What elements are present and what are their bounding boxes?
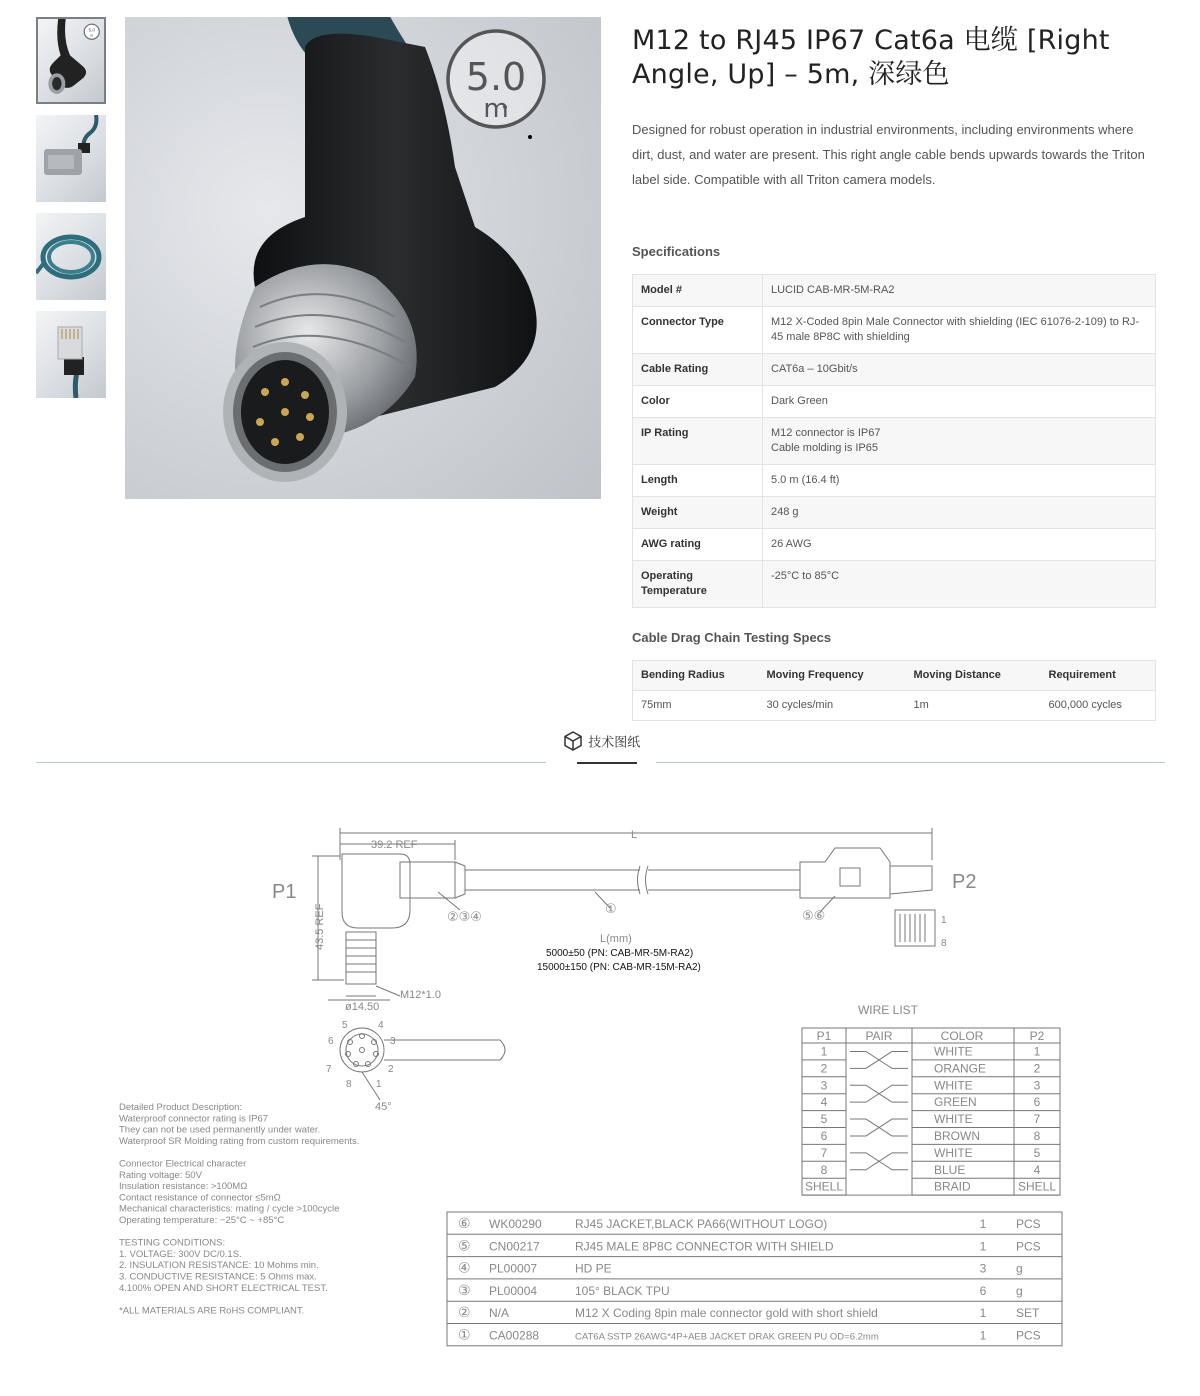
bom-quantity: 6 <box>979 1283 987 1298</box>
bom-description: HD PE <box>575 1261 612 1276</box>
wire-list-color: WHITE <box>934 1078 973 1093</box>
specifications-heading: Specifications <box>632 244 721 259</box>
bom-code: CA00288 <box>489 1328 540 1343</box>
drag-cell: 1m <box>906 691 1041 721</box>
thumbnail-cable-coil[interactable] <box>36 213 106 300</box>
spec-key: AWG rating <box>633 529 763 561</box>
drawing-note-line: Detailed Product Description: <box>119 1102 243 1113</box>
wire-pair-cross <box>850 1119 908 1136</box>
badge-value: 5.0 <box>465 55 527 99</box>
bom-number: ④ <box>458 1259 471 1276</box>
drawing-p1-label: P1 <box>272 881 297 903</box>
badge-unit: m <box>483 94 509 124</box>
bom-quantity: 3 <box>979 1261 987 1276</box>
wire-list-p2: SHELL <box>1017 1179 1057 1194</box>
bom-unit: g <box>1016 1261 1023 1276</box>
wire-list-color: GREEN <box>934 1095 977 1110</box>
drawing-callout-a: ②③④ <box>447 909 482 924</box>
bom-unit: PCS <box>1016 1217 1041 1231</box>
bom-unit: SET <box>1016 1306 1040 1321</box>
spec-key: Color <box>633 386 763 418</box>
wire-list-p2: 1 <box>1033 1044 1041 1059</box>
drawing-note-line: Rating voltage: 50V <box>119 1169 202 1181</box>
wire-list-color: BLUE <box>934 1162 966 1177</box>
spec-row <box>633 465 1156 497</box>
face-pin-label: 5 <box>342 1020 348 1031</box>
drag-cell: 600,000 cycles <box>1041 691 1156 721</box>
drag-col-moving-frequency: Moving Frequency <box>759 661 906 691</box>
bom-quantity: 1 <box>979 1239 987 1254</box>
drawing-angle: 45° <box>375 1101 392 1113</box>
spec-value: 26 AWG <box>763 529 1156 561</box>
rj-pin-label: 8 <box>941 938 947 949</box>
wire-list-p1: 7 <box>820 1145 828 1160</box>
drawing-note-line: TESTING CONDITIONS: <box>119 1237 226 1249</box>
spec-row <box>633 307 1156 354</box>
main-product-image <box>125 17 601 499</box>
drag-col-moving-distance: Moving Distance <box>906 661 1041 691</box>
bom-code: N/A <box>489 1306 510 1321</box>
spec-value: M12 X-Coded 8pin Male Connector with shielding (IEC 61076-2-109) to RJ-45 male 8P8C with shielding <box>763 307 1156 354</box>
bom-code: PL00007 <box>489 1261 538 1276</box>
bom-unit: PCS <box>1016 1239 1041 1254</box>
bom-unit: PCS <box>1016 1328 1041 1343</box>
drag-cell: 30 cycles/min <box>759 691 906 721</box>
rj-pin-label: 1 <box>941 915 947 926</box>
wire-list-p2: 7 <box>1033 1112 1041 1127</box>
wire-list-p1: 8 <box>820 1162 828 1177</box>
wire-list-color: BRAID <box>934 1179 971 1194</box>
spec-row <box>633 497 1156 529</box>
bom-description: M12 X Coding 8pin male connector gold with short shield <box>575 1306 878 1321</box>
spec-key: Model # <box>633 275 763 307</box>
tab-tech-drawing[interactable] <box>548 730 654 764</box>
drawing-note-line: Mechanical characteristics: mating / cycle >100cycle <box>119 1203 340 1215</box>
divider-line <box>36 762 546 763</box>
wire-list-header: P1 <box>816 1029 832 1043</box>
spec-value: 248 g <box>763 497 1156 529</box>
wire-list-color: BROWN <box>934 1129 980 1143</box>
drawing-dim-height: 43.5 REF <box>314 903 326 950</box>
bom-description: CAT6A SSTP 26AWG*4P+AEB JACKET DRAK GREEN PU OD=6.2mm <box>575 1331 879 1343</box>
wire-list-p1: SHELL <box>804 1179 844 1194</box>
spec-key: Operating Temperature <box>633 561 763 608</box>
drawing-thread-label: M12*1.0 <box>400 989 441 1001</box>
spec-value: CAT6a – 10Gbit/s <box>763 354 1156 386</box>
wire-list-p2: 5 <box>1033 1145 1041 1160</box>
wire-list-p1: 1 <box>820 1044 828 1059</box>
spec-value: M12 connector is IP67 Cable molding is IP65 <box>763 418 1156 465</box>
bom-number: ⑥ <box>458 1215 471 1231</box>
tech-drawing-divider <box>36 730 1165 770</box>
drawing-note-line: Waterproof connector rating is IP67 <box>119 1113 269 1125</box>
spec-value: 5.0 m (16.4 ft) <box>763 465 1156 497</box>
drawing-dim-l: L <box>631 829 638 841</box>
spec-key: Connector Type <box>633 307 763 354</box>
spec-row <box>633 529 1156 561</box>
bom-quantity: 1 <box>979 1306 987 1321</box>
spec-key: Weight <box>633 497 763 529</box>
drawing-note-line: They can not be used permanently under water. <box>119 1124 321 1136</box>
bom-number: ① <box>458 1326 471 1343</box>
face-pin-label: 6 <box>328 1036 334 1047</box>
wire-list-p2: 6 <box>1033 1095 1041 1110</box>
wire-list-p1: 2 <box>820 1061 828 1076</box>
drawing-length-line: 5000±50 (PN: CAB-MR-5M-RA2) <box>546 948 694 959</box>
wire-list-color: ORANGE <box>934 1061 987 1076</box>
wire-list-header: PAIR <box>865 1029 893 1043</box>
drag-chain-table <box>632 660 1156 721</box>
wire-list-p2: 3 <box>1033 1078 1041 1093</box>
bom-unit: g <box>1016 1283 1023 1298</box>
face-pin-label: 8 <box>346 1079 352 1090</box>
drawing-dim-diameter: ø14.50 <box>345 1001 380 1013</box>
spec-row <box>633 386 1156 418</box>
bom-number: ⑤ <box>458 1237 471 1254</box>
spec-row <box>633 354 1156 386</box>
drawing-note-line: 4.100% OPEN AND SHORT ELECTRICAL TEST. <box>119 1282 328 1294</box>
drag-col-requirement: Requirement <box>1041 661 1156 691</box>
wire-list-header: COLOR <box>940 1029 984 1043</box>
drag-col-bending-radius: Bending Radius <box>633 661 759 691</box>
bom-number: ③ <box>458 1281 471 1298</box>
product-info <box>632 24 1156 721</box>
technical-drawing <box>100 800 1100 1360</box>
product-description: Designed for robust operation in industrial environments, including environments where dirt, dust, and water are present. This right angle cable bends upwards towards the Triton label side. Compatible with all Triton camera models. <box>632 122 1145 187</box>
wire-pair-cross <box>850 1085 908 1102</box>
drawing-note-line: Waterproof SR Molding rating from custom requirements. <box>119 1135 360 1147</box>
drawing-callout-c: ① <box>605 901 617 916</box>
drag-cell: 75mm <box>633 691 759 721</box>
spec-row <box>633 275 1156 307</box>
drawing-note-line: 3. CONDUCTIVE RESISTANCE: 5 Ohms max. <box>119 1271 317 1283</box>
specifications-table <box>632 274 1156 608</box>
wire-list-color: WHITE <box>934 1112 973 1127</box>
product-title: M12 to RJ45 IP67 Cat6a 电缆 [Right Angle, Up] – 5m, 深绿色 <box>632 25 1110 90</box>
tab-label: 技术图纸 <box>588 735 641 751</box>
wire-list-p2: 4 <box>1033 1162 1041 1177</box>
divider-line <box>656 762 1165 763</box>
drawing-note-line: Contact resistance of connector ≤5mΩ <box>119 1192 281 1204</box>
wire-list-p1: 6 <box>820 1129 828 1143</box>
drawing-note-line: Insulation resistance: >100MΩ <box>119 1181 248 1193</box>
bom-code: PL00004 <box>489 1283 538 1298</box>
svg-text:m: m <box>90 33 94 38</box>
spec-value: LUCID CAB-MR-5M-RA2 <box>763 275 1156 307</box>
bom-quantity: 1 <box>979 1328 987 1343</box>
bom-description: 105° BLACK TPU <box>575 1283 670 1298</box>
wire-list-color: WHITE <box>934 1044 973 1059</box>
thumbnail-gallery <box>36 17 106 409</box>
drawing-length-line: 15000±150 (PN: CAB-MR-15M-RA2) <box>537 962 701 973</box>
bom-description: RJ45 MALE 8P8C CONNECTOR WITH SHIELD <box>575 1239 834 1254</box>
drawing-note-line: *ALL MATERIALS ARE RoHS COMPLIANT. <box>119 1305 305 1317</box>
bom-description: RJ45 JACKET,BLACK PA66(WITHOUT LOGO) <box>575 1217 828 1231</box>
thumbnail-connector-angle[interactable] <box>36 17 106 104</box>
wire-list-p1: 3 <box>820 1078 828 1093</box>
wire-list-frame <box>802 1028 1060 1195</box>
spec-key: Length <box>633 465 763 497</box>
bom-quantity: 1 <box>979 1217 987 1231</box>
drawing-p2-label: P2 <box>952 871 977 893</box>
bom-code: WK00290 <box>489 1217 542 1231</box>
wire-list-p1: 5 <box>820 1112 828 1127</box>
drawing-note-line: Operating temperature: −25°C ~ +85°C <box>119 1215 285 1226</box>
bom-number: ② <box>458 1304 471 1321</box>
svg-text:5.0: 5.0 <box>88 27 96 33</box>
bom-code: CN00217 <box>489 1239 540 1254</box>
spec-value: Dark Green <box>763 386 1156 418</box>
spec-row <box>633 561 1156 608</box>
drawing-note-line: 1. VOLTAGE: 300V DC/0.1S. <box>119 1248 242 1260</box>
wire-list-title: WIRE LIST <box>857 1003 919 1017</box>
drawing-length-label: L(mm) <box>600 933 632 945</box>
wire-pair-cross <box>850 1051 908 1068</box>
drawing-note-line: Connector Electrical character <box>119 1158 247 1170</box>
wire-pair-cross <box>850 1153 908 1170</box>
spec-key: Cable Rating <box>633 354 763 386</box>
drawing-dim-ref: 39.2 REF <box>371 839 418 851</box>
drawing-note-line: 2. INSULATION RESISTANCE: 10 Mohms min. <box>119 1260 319 1272</box>
wire-list-p2: 8 <box>1033 1129 1041 1143</box>
wire-list-p1: 4 <box>820 1095 828 1110</box>
drawing-callout-b: ⑤⑥ <box>802 908 826 923</box>
wire-list-p2: 2 <box>1033 1061 1041 1076</box>
face-pin-label: 1 <box>376 1079 382 1090</box>
face-pin-label: 2 <box>388 1064 394 1075</box>
wire-list-color: WHITE <box>934 1145 973 1160</box>
face-pin-label: 4 <box>378 1020 384 1031</box>
thumbnail-rj45-plug[interactable] <box>36 311 106 398</box>
spec-row <box>633 418 1156 465</box>
face-pin-label: 3 <box>390 1036 396 1047</box>
tab-underline <box>577 762 637 764</box>
cube-icon <box>562 730 584 752</box>
spec-key: IP Rating <box>633 418 763 465</box>
drag-chain-heading: Cable Drag Chain Testing Specs <box>632 630 832 645</box>
thumbnail-rj45-end[interactable] <box>36 115 106 202</box>
wire-list-header: P2 <box>1029 1029 1045 1043</box>
face-pin-label: 7 <box>326 1064 332 1075</box>
spec-value: -25°C to 85°C <box>763 561 1156 608</box>
